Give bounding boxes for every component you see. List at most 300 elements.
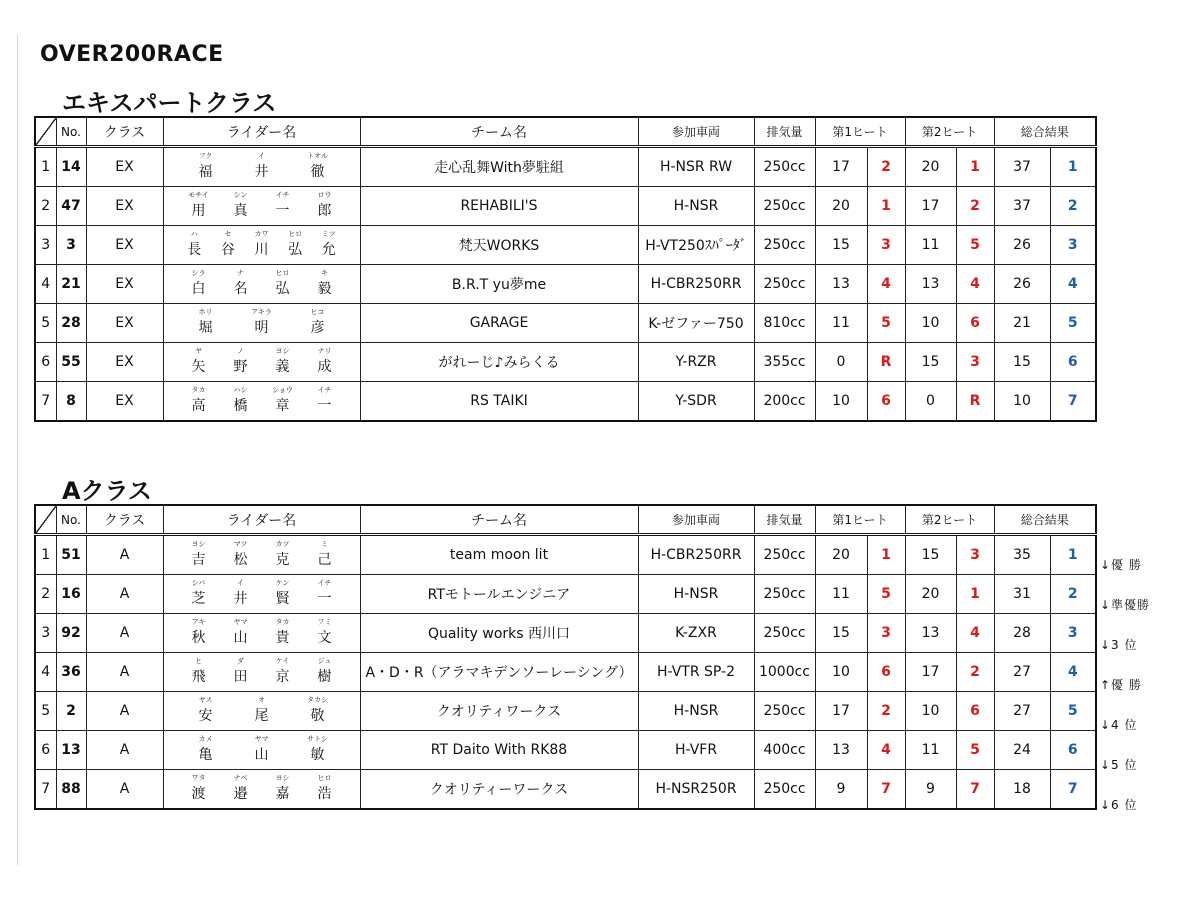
heat2-rank: 2 xyxy=(956,653,994,692)
vehicle: H-NSR250R xyxy=(638,770,754,810)
header-rider: ライダー名 xyxy=(163,117,360,147)
rider-furigana: ノ xyxy=(237,346,244,355)
rider-char xyxy=(312,191,338,222)
rider-char xyxy=(270,579,296,610)
rider-furigana: オ xyxy=(258,695,265,704)
rider-kanji: 山 xyxy=(233,629,248,646)
heat1-rank: 5 xyxy=(867,575,905,614)
rider-furigana: ヤ xyxy=(195,346,202,355)
expert-class-title: エキスパートクラス xyxy=(62,89,277,117)
rider-char xyxy=(270,269,296,300)
header-car: 参加車両 xyxy=(638,505,754,535)
rider-furigana: セ xyxy=(224,229,232,238)
rider-char xyxy=(305,308,331,339)
rider-furigana: ケイ xyxy=(275,656,290,665)
rider-furigana: カツ xyxy=(275,539,290,548)
vehicle: H-NSR xyxy=(638,187,754,226)
rider-name-chars xyxy=(164,308,360,339)
heat1-points: 0 xyxy=(815,343,867,382)
rider-name xyxy=(163,535,360,575)
rider-furigana: イチ xyxy=(317,578,332,587)
rider-char xyxy=(305,152,331,183)
team-name: team moon lit xyxy=(360,535,638,575)
table-row xyxy=(35,382,1096,422)
rider-kanji: 安 xyxy=(198,707,213,724)
rider-furigana: アキラ xyxy=(251,307,272,316)
rider-number: 2 xyxy=(56,692,86,731)
rider-kanji: 真 xyxy=(233,202,248,219)
rider-name-chars xyxy=(164,579,360,610)
rider-name xyxy=(163,692,360,731)
heat2-points: 11 xyxy=(905,226,956,265)
header-cc: 排気量 xyxy=(754,117,815,147)
rider-kanji: 秋 xyxy=(191,629,206,646)
table-header-row xyxy=(35,117,1096,147)
rider-char xyxy=(305,735,331,766)
rider-char xyxy=(186,579,212,610)
rider-char xyxy=(193,696,219,727)
rider-char xyxy=(186,774,212,805)
expert-class-rows xyxy=(35,147,1096,422)
team-name: REHABILI'S xyxy=(360,187,638,226)
class-cell: EX xyxy=(86,147,163,187)
standing-note: ↓6 位 xyxy=(1100,798,1138,812)
table-row xyxy=(35,653,1096,692)
rider-name-chars xyxy=(164,618,360,649)
vehicle: H-CBR250RR xyxy=(638,535,754,575)
total-rank: 3 xyxy=(1050,226,1096,265)
rider-char xyxy=(312,774,338,805)
rider-furigana: ヨシ xyxy=(275,346,290,355)
rider-number: 51 xyxy=(56,535,86,575)
class-cell: EX xyxy=(86,343,163,382)
heat2-rank: R xyxy=(956,382,994,422)
rider-name xyxy=(163,343,360,382)
class-cell: A xyxy=(86,731,163,770)
rider-kanji: 克 xyxy=(275,551,290,568)
table-row xyxy=(35,692,1096,731)
header-total: 総合結果 xyxy=(994,117,1096,147)
rider-char xyxy=(312,579,338,610)
rider-kanji: 亀 xyxy=(198,746,213,763)
row-index: 4 xyxy=(35,653,56,692)
total-rank: 2 xyxy=(1050,575,1096,614)
row-index: 3 xyxy=(35,614,56,653)
rider-name xyxy=(163,382,360,422)
header-heat1: 第1ヒート xyxy=(815,117,905,147)
rider-char xyxy=(193,308,219,339)
class-cell: A xyxy=(86,770,163,810)
rider-kanji: 矢 xyxy=(191,358,206,375)
rider-furigana: ヤマ xyxy=(254,734,269,743)
heat2-points: 9 xyxy=(905,770,956,810)
total-rank: 4 xyxy=(1050,653,1096,692)
rider-char xyxy=(228,774,254,805)
heat2-rank: 4 xyxy=(956,614,994,653)
vehicle: Y-SDR xyxy=(638,382,754,422)
rider-name-chars xyxy=(164,230,360,261)
rider-furigana: ナベ xyxy=(233,773,248,782)
rider-char xyxy=(228,191,254,222)
page-title: OVER200RACE xyxy=(40,42,224,67)
heat1-rank: 1 xyxy=(867,187,905,226)
rider-furigana: カメ xyxy=(198,734,213,743)
rider-kanji: 允 xyxy=(321,241,336,258)
rider-furigana: ヒロ xyxy=(275,268,290,277)
total-rank: 5 xyxy=(1050,692,1096,731)
heat2-rank: 4 xyxy=(956,265,994,304)
rider-kanji: 尾 xyxy=(254,707,269,724)
rider-number: 14 xyxy=(56,147,86,187)
heat1-points: 13 xyxy=(815,731,867,770)
rider-number: 3 xyxy=(56,226,86,265)
rider-kanji: 邉 xyxy=(233,785,248,802)
rider-char xyxy=(186,540,212,571)
heat1-points: 9 xyxy=(815,770,867,810)
rider-char xyxy=(305,696,331,727)
table-row xyxy=(35,187,1096,226)
rider-kanji: 井 xyxy=(233,590,248,607)
team-name: がれーじ♪みらくる xyxy=(360,343,638,382)
total-points: 18 xyxy=(994,770,1050,810)
rider-number: 88 xyxy=(56,770,86,810)
rider-furigana: ヒ xyxy=(195,656,202,665)
total-rank: 1 xyxy=(1050,147,1096,187)
total-points: 24 xyxy=(994,731,1050,770)
heat1-points: 17 xyxy=(815,692,867,731)
rider-kanji: 一 xyxy=(317,590,332,607)
rider-kanji: 谷 xyxy=(220,241,235,258)
rider-kanji: 芝 xyxy=(191,590,206,607)
rider-kanji: 飛 xyxy=(191,668,206,685)
heat1-points: 10 xyxy=(815,382,867,422)
rider-char xyxy=(228,347,254,378)
rider-name-chars xyxy=(164,347,360,378)
rider-furigana: ショウ xyxy=(272,385,293,394)
displacement: 810cc xyxy=(754,304,815,343)
row-index: 7 xyxy=(35,770,56,810)
heat2-points: 20 xyxy=(905,147,956,187)
vehicle: H-NSR xyxy=(638,575,754,614)
class-cell: A xyxy=(86,575,163,614)
page-margin-line xyxy=(17,35,18,865)
vehicle: K-ZXR xyxy=(638,614,754,653)
row-index: 5 xyxy=(35,304,56,343)
a-class-title: Aクラス xyxy=(62,477,152,505)
rider-kanji: 彦 xyxy=(310,319,325,336)
heat1-points: 11 xyxy=(815,575,867,614)
total-rank: 7 xyxy=(1050,382,1096,422)
vehicle: H-NSR RW xyxy=(638,147,754,187)
team-name: RS TAIKI xyxy=(360,382,638,422)
rider-furigana: ヒロ xyxy=(288,229,303,238)
rider-char xyxy=(270,774,296,805)
rider-name xyxy=(163,770,360,810)
table-row xyxy=(35,304,1096,343)
rider-kanji: 渡 xyxy=(191,785,206,802)
rider-number: 55 xyxy=(56,343,86,382)
standing-note: ↓準優勝 xyxy=(1100,598,1151,612)
rider-furigana: ヨシ xyxy=(275,773,290,782)
rider-furigana: イ xyxy=(237,578,244,587)
table-row xyxy=(35,731,1096,770)
vehicle: H-CBR250RR xyxy=(638,265,754,304)
heat1-rank: 4 xyxy=(867,265,905,304)
team-name: GARAGE xyxy=(360,304,638,343)
header-team: チーム名 xyxy=(360,117,638,147)
rider-char xyxy=(186,191,212,222)
rider-char xyxy=(270,347,296,378)
rider-kanji: 高 xyxy=(191,397,206,414)
rider-kanji: 山 xyxy=(254,746,269,763)
header-no: No. xyxy=(56,117,86,147)
rider-kanji: 徹 xyxy=(310,163,325,180)
rider-name-chars xyxy=(164,540,360,571)
heat1-points: 13 xyxy=(815,265,867,304)
heat1-points: 20 xyxy=(815,535,867,575)
a-class-rows xyxy=(35,535,1096,810)
total-points: 27 xyxy=(994,692,1050,731)
total-points: 10 xyxy=(994,382,1050,422)
rider-name-chars xyxy=(164,774,360,805)
rider-furigana: ミ xyxy=(321,539,328,548)
total-points: 37 xyxy=(994,147,1050,187)
rider-kanji: 一 xyxy=(317,397,332,414)
rider-char xyxy=(312,269,338,300)
rider-kanji: 一 xyxy=(275,202,290,219)
rider-kanji: 長 xyxy=(187,241,202,258)
rider-name-chars xyxy=(164,191,360,222)
rider-furigana: モチイ xyxy=(188,190,209,199)
rider-char xyxy=(248,230,274,261)
rider-furigana: シバ xyxy=(191,578,206,587)
rider-kanji: 弘 xyxy=(288,241,303,258)
rider-name xyxy=(163,575,360,614)
heat1-points: 11 xyxy=(815,304,867,343)
class-cell: EX xyxy=(86,265,163,304)
heat2-rank: 6 xyxy=(956,304,994,343)
row-index: 1 xyxy=(35,147,56,187)
rider-kanji: 敬 xyxy=(310,707,325,724)
rider-furigana: ミツ xyxy=(321,229,336,238)
heat1-rank: 6 xyxy=(867,653,905,692)
row-index: 5 xyxy=(35,692,56,731)
rider-kanji: 郎 xyxy=(317,202,332,219)
heat2-points: 13 xyxy=(905,614,956,653)
rider-char xyxy=(186,386,212,417)
rider-furigana: タカシ xyxy=(307,695,328,704)
rider-furigana: ヤス xyxy=(198,695,213,704)
team-name: 走心乱舞With夢駐組 xyxy=(360,147,638,187)
corner-diagonal-cell xyxy=(35,117,56,147)
rider-name-chars xyxy=(164,269,360,300)
displacement: 250cc xyxy=(754,187,815,226)
rider-kanji: 橋 xyxy=(233,397,248,414)
heat1-rank: 6 xyxy=(867,382,905,422)
rider-kanji: 井 xyxy=(254,163,269,180)
total-points: 27 xyxy=(994,653,1050,692)
rider-name xyxy=(163,731,360,770)
heat2-rank: 5 xyxy=(956,226,994,265)
rider-kanji: 京 xyxy=(275,668,290,685)
team-name: RT Daito With RK88 xyxy=(360,731,638,770)
rider-char xyxy=(228,618,254,649)
rider-kanji: 義 xyxy=(275,358,290,375)
rider-furigana: イチ xyxy=(317,385,332,394)
table-header-row xyxy=(35,505,1096,535)
rider-char xyxy=(312,540,338,571)
heat2-rank: 5 xyxy=(956,731,994,770)
rider-kanji: 樹 xyxy=(317,668,332,685)
table-row xyxy=(35,575,1096,614)
rider-number: 47 xyxy=(56,187,86,226)
rider-char xyxy=(215,230,241,261)
rider-kanji: 成 xyxy=(317,358,332,375)
rider-char xyxy=(270,657,296,688)
rider-name-chars xyxy=(164,657,360,688)
header-heat1: 第1ヒート xyxy=(815,505,905,535)
heat2-points: 15 xyxy=(905,535,956,575)
team-name: RTモトールエンジニア xyxy=(360,575,638,614)
heat2-points: 17 xyxy=(905,187,956,226)
standing-note: ↓3 位 xyxy=(1100,638,1138,652)
heat1-rank: 1 xyxy=(867,535,905,575)
heat1-rank: 5 xyxy=(867,304,905,343)
heat1-points: 15 xyxy=(815,614,867,653)
rider-kanji: 福 xyxy=(198,163,213,180)
rider-name-chars xyxy=(164,152,360,183)
vehicle: H-VFR xyxy=(638,731,754,770)
rider-furigana: ホリ xyxy=(198,307,213,316)
total-points: 26 xyxy=(994,226,1050,265)
row-index: 7 xyxy=(35,382,56,422)
rider-char xyxy=(249,308,275,339)
class-cell: EX xyxy=(86,382,163,422)
rider-kanji: 文 xyxy=(317,629,332,646)
table-row xyxy=(35,343,1096,382)
heat2-rank: 7 xyxy=(956,770,994,810)
rider-char xyxy=(228,657,254,688)
displacement: 250cc xyxy=(754,614,815,653)
rider-furigana: イチ xyxy=(275,190,290,199)
rider-char xyxy=(228,386,254,417)
class-cell: A xyxy=(86,653,163,692)
rider-name xyxy=(163,614,360,653)
header-car: 参加車両 xyxy=(638,117,754,147)
rider-name xyxy=(163,226,360,265)
rider-kanji: 嘉 xyxy=(275,785,290,802)
rider-furigana: タカ xyxy=(275,617,290,626)
header-team: チーム名 xyxy=(360,505,638,535)
header-cc: 排気量 xyxy=(754,505,815,535)
heat2-points: 11 xyxy=(905,731,956,770)
header-class: クラス xyxy=(86,117,163,147)
rider-kanji: 名 xyxy=(233,280,248,297)
displacement: 250cc xyxy=(754,575,815,614)
rider-char xyxy=(228,269,254,300)
rider-kanji: 白 xyxy=(191,280,206,297)
rider-number: 16 xyxy=(56,575,86,614)
heat2-points: 0 xyxy=(905,382,956,422)
displacement: 400cc xyxy=(754,731,815,770)
rider-char xyxy=(193,152,219,183)
rider-char xyxy=(186,269,212,300)
rider-furigana: ヤマ xyxy=(233,617,248,626)
heat1-points: 17 xyxy=(815,147,867,187)
standing-note: ↑優 勝 xyxy=(1100,678,1142,692)
heat1-rank: 7 xyxy=(867,770,905,810)
rider-furigana: トオル xyxy=(307,151,328,160)
rider-name-chars xyxy=(164,696,360,727)
class-cell: A xyxy=(86,535,163,575)
total-rank: 6 xyxy=(1050,343,1096,382)
heat1-rank: 3 xyxy=(867,614,905,653)
rider-kanji: 浩 xyxy=(317,785,332,802)
rider-kanji: 弘 xyxy=(275,280,290,297)
table-row xyxy=(35,226,1096,265)
rider-number: 8 xyxy=(56,382,86,422)
rider-name xyxy=(163,653,360,692)
rider-name xyxy=(163,147,360,187)
class-cell: EX xyxy=(86,187,163,226)
rider-name xyxy=(163,187,360,226)
displacement: 250cc xyxy=(754,147,815,187)
rider-name xyxy=(163,304,360,343)
rider-name-chars xyxy=(164,386,360,417)
heat2-rank: 6 xyxy=(956,692,994,731)
table-row xyxy=(35,147,1096,187)
heat1-rank: R xyxy=(867,343,905,382)
rider-char xyxy=(186,657,212,688)
rider-furigana: シン xyxy=(233,190,248,199)
rider-furigana: ダ xyxy=(237,656,244,665)
rider-kanji: 賢 xyxy=(275,590,290,607)
heat2-rank: 3 xyxy=(956,535,994,575)
row-index: 1 xyxy=(35,535,56,575)
total-rank: 6 xyxy=(1050,731,1096,770)
total-points: 26 xyxy=(994,265,1050,304)
rider-char xyxy=(312,618,338,649)
rider-number: 13 xyxy=(56,731,86,770)
rider-kanji: 堀 xyxy=(198,319,213,336)
team-name: クオリティーワークス xyxy=(360,770,638,810)
total-rank: 2 xyxy=(1050,187,1096,226)
table-row xyxy=(35,265,1096,304)
corner-diagonal-cell xyxy=(35,505,56,535)
vehicle: Y-RZR xyxy=(638,343,754,382)
heat2-points: 20 xyxy=(905,575,956,614)
class-cell: A xyxy=(86,614,163,653)
total-points: 28 xyxy=(994,614,1050,653)
rider-kanji: 川 xyxy=(254,241,269,258)
heat2-rank: 2 xyxy=(956,187,994,226)
heat1-rank: 3 xyxy=(867,226,905,265)
rider-furigana: フミ xyxy=(317,617,332,626)
expert-class-table xyxy=(34,116,1097,422)
table-row xyxy=(35,535,1096,575)
rider-furigana: ナ xyxy=(237,268,244,277)
team-name: A・D・R（アラマキデンソーレーシング） xyxy=(360,653,638,692)
rider-char xyxy=(249,152,275,183)
heat1-rank: 2 xyxy=(867,692,905,731)
rider-furigana: ヒコ xyxy=(310,307,325,316)
a-class-notes xyxy=(1100,545,1190,825)
rider-char xyxy=(228,540,254,571)
total-points: 37 xyxy=(994,187,1050,226)
total-points: 31 xyxy=(994,575,1050,614)
displacement: 1000cc xyxy=(754,653,815,692)
heat2-rank: 3 xyxy=(956,343,994,382)
